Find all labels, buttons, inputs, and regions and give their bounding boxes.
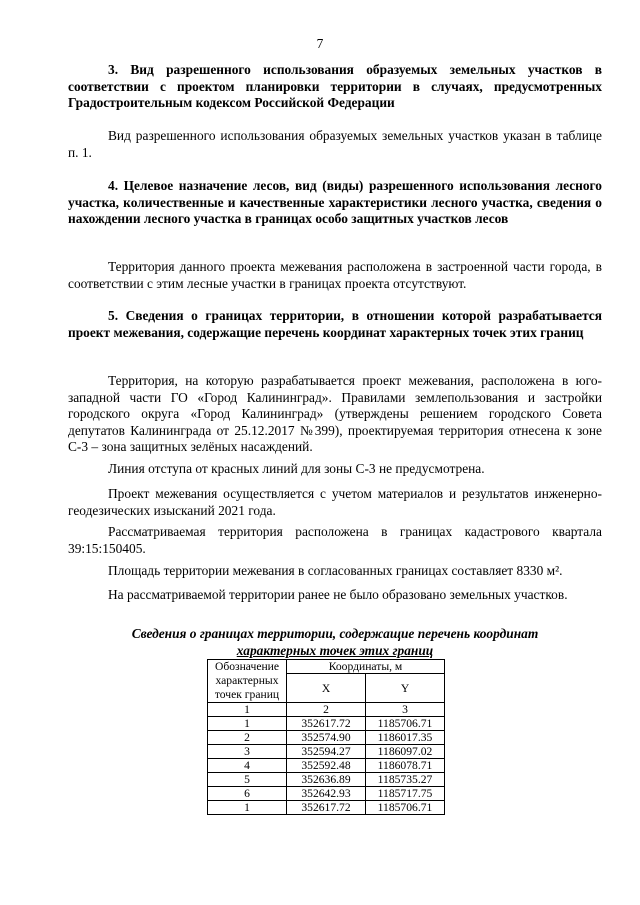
coord-x: 352642.93 xyxy=(287,787,366,801)
column-number: 2 xyxy=(287,703,366,717)
table-row xyxy=(208,787,445,801)
section-3-heading: 3. Вид разрешенного использования образуемых земельных участков в соответствии с проектом планировки территории в случаях, предусмотренных Градостроительным кодексом Российской Федерации xyxy=(68,62,602,111)
column-number: 1 xyxy=(208,703,287,717)
header-point-label: Обозначение характерных точек границ xyxy=(208,660,287,703)
coord-x: 352617.72 xyxy=(287,801,366,815)
coord-x: 352574.90 xyxy=(287,731,366,745)
point-id: 1 xyxy=(208,717,287,731)
table-row xyxy=(208,759,445,773)
coord-y: 1186097.02 xyxy=(366,745,445,759)
section-5-paragraph-area: Площадь территории межевания в согласованных границах составляет 8330 м². xyxy=(108,563,563,578)
page-number: 7 xyxy=(316,36,324,51)
coord-y: 1185706.71 xyxy=(366,717,445,731)
coord-x: 352636.89 xyxy=(287,773,366,787)
section-3-paragraph: Вид разрешенного использования образуемых земельных участков указан в таблице п. 1. xyxy=(68,128,602,160)
point-id: 3 xyxy=(208,745,287,759)
column-number: 3 xyxy=(366,703,445,717)
header-y: Y xyxy=(366,674,445,703)
coord-y: 1186078.71 xyxy=(366,759,445,773)
header-x: X xyxy=(287,674,366,703)
table-caption-line-1: Сведения о границах территории, содержащие перечень координат xyxy=(131,626,539,641)
point-id: 5 xyxy=(208,773,287,787)
point-id: 4 xyxy=(208,759,287,773)
column-numbers-row xyxy=(208,703,445,717)
point-id: 1 xyxy=(208,801,287,815)
section-4-heading: 4. Целевое назначение лесов, вид (виды) разрешенного использования лесного участка, количественные и качественные характеристики лесного участка, сведения о нахождении лесного участка в границах особо защитных участков лесов xyxy=(68,178,602,227)
coordinates-table xyxy=(207,659,445,815)
section-5-paragraph-setback: Линия отступа от красных линий для зоны С-3 не предусмотрена. xyxy=(108,461,485,476)
coord-x: 352592.48 xyxy=(287,759,366,773)
section-5-paragraph-territory: Территория, на которую разрабатывается проект межевания, расположена в юго-западной части ГО «Город Калининград». Правилами землепользования и застройки городского округа «Город Калининград» (утверждены решением городского Совета депутатов Калининграда от 25.12.2017 №399), проектируемая территория отнесена к зоне С-3 – зона защитных зелёных насаждений. xyxy=(68,373,602,455)
coord-x: 352594.27 xyxy=(287,745,366,759)
table-row xyxy=(208,773,445,787)
section-5-paragraph-cadastral: Рассматриваемая территория расположена в границах кадастрового квартала 39:15:150405. xyxy=(68,524,602,556)
table-row xyxy=(208,717,445,731)
coord-y: 1185735.27 xyxy=(366,773,445,787)
table-caption xyxy=(68,626,602,659)
section-5-paragraph-surveys: Проект межевания осуществляется с учетом материалов и результатов инженерно-геодезических изысканий 2021 года. xyxy=(68,486,602,518)
header-coordinates: Координаты, м xyxy=(287,660,445,674)
coord-x: 352617.72 xyxy=(287,717,366,731)
point-id: 2 xyxy=(208,731,287,745)
table-row xyxy=(208,745,445,759)
coord-y: 1185717.75 xyxy=(366,787,445,801)
table-caption-line-2: характерных точек этих границ xyxy=(236,642,434,658)
coord-y: 1185706.71 xyxy=(366,801,445,815)
section-5-heading: 5. Сведения о границах территории, в отношении которой разрабатывается проект межевания, содержащие перечень координат характерных точек этих границ xyxy=(68,308,602,340)
section-4-paragraph: Территория данного проекта межевания расположена в застроенной части города, в соответствии с этим лесные участки в границах проекта отсутствуют. xyxy=(68,259,602,291)
coord-y: 1186017.35 xyxy=(366,731,445,745)
table-row xyxy=(208,801,445,815)
section-5-paragraph-plots: На рассматриваемой территории ранее не было образовано земельных участков. xyxy=(108,587,568,602)
point-id: 6 xyxy=(208,787,287,801)
table-row xyxy=(208,731,445,745)
